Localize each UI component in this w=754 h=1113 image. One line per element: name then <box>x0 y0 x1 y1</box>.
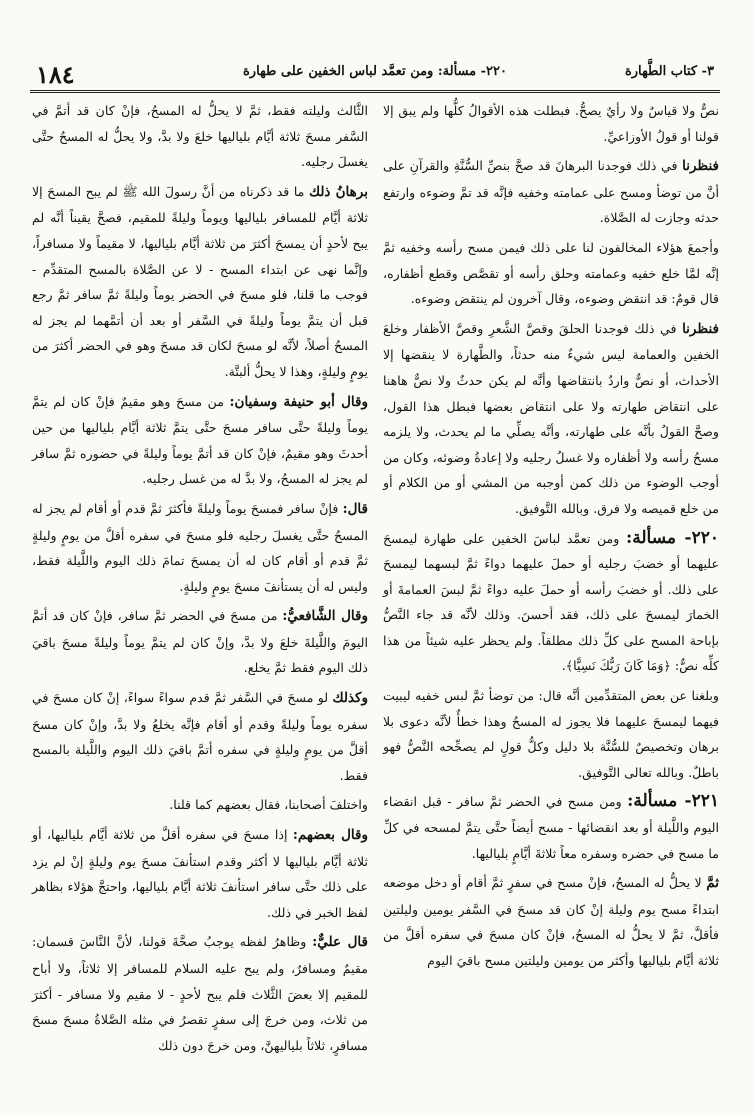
paragraph-text: ومن تعمَّد لباسَ الخفين على طهارة ليمسحَ عليهما أو خضبَ رجليه أو حملَ عليهما دواءً ثمَّ لبسهما ليمسحَ على ذلك. أو خضبَ رأسه أو حملَ عليه دواءً ثمَّ لبسَ العمامةَ أو الخمارَ ليمسحَ على ذلك، فقد أحسنَ. وذلك لأنَّه قد جاء النَّصُّ بإباحة المسح على كلِّ ذلك مطلقاً. ولم يحظر عليه شيئاً من هذا كلِّه نصٌّ: ﴿وَمَا كَانَ رَبُّكَ نَسِيًّا﴾. <box>383 530 719 674</box>
paragraph <box>383 98 719 149</box>
paragraph <box>32 603 368 681</box>
paragraph <box>32 389 368 492</box>
paragraph <box>383 526 719 680</box>
paragraph-text: ومن مسح في الحضر ثمَّ سافر - قبل انقضاء اليوم واللَّيلة أو بعد انقضائها - مسح أيضاً حتَّى يتمَّ لمسحه في كلِّ ما مسح في حضره وسفره معاً ثلاثةَ أيَّامٍ بلياليها. <box>383 794 719 861</box>
paragraph-text: في ذلك فوجدنا الحلقَ وقصَّ الشَّعرِ وقصَّ الأظفار وخلعَ الخفين والعمامة ليس شيءٌ منه حدثاً، والطَّهارة لا ينقضها إلا الأحداث، أو نصٌّ واردٌ بانتقاضها وأنَّه لم يكن حدثٌ ولا نصٌّ هاهنا على انتقاض طهارته ولا على انتقاض بعضها فبطل هذا القول، وصحَّ القولُ بأنَّه على طهارته، وأنَّه يصلِّي ما لم يحدث، ولا يلزمه مسحُ رأسه ولا أظفاره ولا غسلُ رجليه ولا إعادةُ وضوئه، وكان من أوجب الوضوء من ذلك كمن أوجبه من المشي أو من الكلام أو من خلع قميصه ولا فرق. وبالله التَّوفيق. <box>383 320 719 516</box>
paragraph <box>32 792 368 818</box>
paragraph-lead: فنظرنا <box>682 320 719 337</box>
paragraph-text: الثَّالث وليلته فقط، ثمَّ لا يحلُّ له المسحُ، فإنْ كان قد أتمَّ في السَّفر مسحَ ثلاثة أيَّام بلياليها خلعَ ولا بدَّ، ولا يحلُّ له المسحُ حتَّى يغسلَ رجليه. <box>32 103 368 170</box>
paragraph-text: في ذلك فوجدنا البرهانَ قد صحَّ بنصِّ السُّنَّةِ والقرآنِ على أنَّ من توضأ ومسح على عمامته وخفيه فإنَّه قد تمَّ وضوءه وارتفع حدثه وجازت له الصَّلاة. <box>383 158 719 226</box>
paragraph-text: نصٌّ ولا قياسٌ ولا رأيٌ يصحُّ. فبطلت هذه الأقوالُ كلُّها ولم يبق إلا قولنا أو قولُ الأوزاعيِّ. <box>383 103 719 144</box>
paragraph-text: من مسحَ وهو مقيمٌ فإنْ كان لم يتمَّ يوماً وليلةً حتَّى سافر مسحَ حتَّى يتمَّ ثلاثة أيَّام بلياليها من حين أحدثَ وهو مقيمٌ، فإنْ كان قد أتمَّ يوماً وليلةً في حضوره ثمَّ سافر لم يجز له المسحُ، ولا بدَّ له من غسل رجليه. <box>32 393 368 487</box>
paragraph-lead: وقال بعضهم: <box>292 827 368 844</box>
paragraph-lead: ثمَّ <box>706 875 719 892</box>
paragraph-text: فإنْ سافر فمسحَ يوماً وليلةً فأكثرَ ثمَّ قدم أو أقام لم يجز له المسحُ حتَّى يغسلَ رجليه فلو مسحَ في سفره أقلَّ من يومٍ وليلةٍ ثمَّ قدم أو أقام كان له أن يمسحَ تمامَ ذلك اليوم واللَّيلة فقط، وليس له أن يستأنفَ مسحَ يومٍ وليلةٍ. <box>32 500 368 594</box>
paragraph-text: لو مسحَ في السَّفر ثمَّ قدم سواءً سواءً، إنْ كان مسحَ في سفره يوماً وليلةً وقدم أو أقام فإنَّه يخلعُ ولا بدَّ، وإنْ كان مسحَ أقلَّ من يومٍ وليلةٍ في سفره أتمَّ باقيَ ذلك اليوم واللَّيلة بالمسح فقط. <box>32 690 368 783</box>
paragraph-text: ما قد ذكرناه من أنَّ رسولَ الله ﷺ لم يبح المسحَ إلا ثلاثة أيَّام للمسافر بلياليها ويوماً وليلةً للمقيم، فصحَّ يقيناً أنَّه لم يبح لأحدٍ أن يمسحَ أكثرَ من ثلاثة أيَّام بلياليها، لا مقيماً ولا مسافراً، وإنَّما نهى عن ابتداء المسح - لا عن الصَّلاة بالمسح المتقدِّم - فوجب ما قلنا، فلو مسحَ في الحضر يوماً وليلةً ثمَّ سافر ثمَّ رجع قبل أن يتمَّ يوماً وليلةً في السَّفر أو بعد أن أتمَّهما لم يجز له المسحُ أصلاً، لأنَّه لو مسحَ لكان قد مسحَ وهو في الحضر أكثرَ من يومٍ وليلةٍ، وهذا لا يحلُّ ألبتَّة. <box>32 183 368 379</box>
paragraph-lead: قال: <box>342 500 368 517</box>
paragraph-text: من مسحَ في الحضر ثمَّ سافر، فإنْ كان قد أتمَّ اليومَ واللَّيلةَ خلعَ ولا بدَّ، وإنْ كان لم يتمَّ يوماً وليلةً مسحَ باقيَ ذلك اليوم فقط ثمَّ يخلع. <box>32 608 368 676</box>
paragraph <box>383 683 719 785</box>
paragraph-lead: ٢٢٠- مسألة: <box>625 527 719 548</box>
paragraph <box>32 685 368 788</box>
chapter-title: ٣- كتاب الطَّهارة <box>624 64 714 79</box>
paragraph-lead: فنظرنا <box>682 158 719 175</box>
page-header <box>30 58 720 94</box>
paragraph <box>32 822 368 925</box>
paragraph <box>32 179 368 385</box>
paragraph-lead: ٢٢١- مسألة: <box>627 791 719 812</box>
paragraph-lead: وقال أبو حنيفة وسفيان: <box>229 393 368 410</box>
paragraph-lead: برهانُ ذلك <box>308 183 368 200</box>
paragraph-lead: وقال الشَّافعيُّ: <box>282 608 368 625</box>
paragraph-text: وأجمعَ هؤلاء المخالفون لنا على ذلك فيمن مسح رأسه وخفيه ثمَّ إنَّه لمَّا خلع خفيه وعمامته وحلق رأسه أو تقصَّص وقطع أظفاره، قال قومٌ: قد انتقض وضوءه، وقال آخرون لم ينتقض وضوءه. <box>383 239 719 307</box>
running-title: ٢٢٠- مسألة: ومن تعمَّد لباس الخفين على طهارة <box>242 64 507 79</box>
paragraph <box>383 235 719 312</box>
paragraph <box>32 929 368 1058</box>
page-number: ١٨٤ <box>36 60 75 89</box>
paragraph <box>32 98 368 175</box>
paragraph-lead: قال عليٌّ: <box>312 934 368 951</box>
left-column <box>32 98 368 1062</box>
paragraph <box>383 789 719 866</box>
paragraph-text: وبلغنا عن بعض المتقدِّمين أنَّه قال: من توضأ ثمَّ لبس خفيه ليبيت فيهما ليمسحَ عليهما فلا يجوز له المسحُ وهذا خطأٌ لأنَّه دعوى بلا برهان وتخصيصٌ للسُّنَّة بلا دليل وكلُّ قولٍ لم يصحِّحه النَّصُّ فهو باطلٌ. وبالله تعالى التَّوفيق. <box>383 688 719 780</box>
header-rule <box>30 90 720 93</box>
paragraph <box>32 496 368 599</box>
paragraph-text: لا يحلُّ له المسحُ، فإنْ مسح في سفرٍ ثمَّ أقام أو دخل موضعه ابتداءً مسح يوم وليلة إنْ كان قد مسحَ في السَّفر يومين وليلتين فأقلَّ، ثمَّ لا يحلُّ له المسحُ، فإنْ كان مسحَ في سفره أقلَّ من ثلاثة أيَّام بلياليها وأكثر من يومين وليلتين مسح باقيَ اليوم <box>383 875 719 968</box>
paragraph-text: وظاهرُ لفظه يوجبُ صحَّةَ قولنا، لأنَّ النَّاسَ قسمان: مقيمٌ ومسافرٌ، ولم يبح عليه السلام للمسافر إلا ثلاثاً، ولا أباح للمقيم إلا بعضَ الثَّلاث فلم يبح لأحدٍ - لا مقيم ولا مسافر - أكثرَ من ثلاث، ومن خرجَ إلى سفرٍ تقصرُ في مثله الصَّلاةُ مسحَ مسحَ مسافرٍ، ثلاثاً بلياليهنَّ، ومن خرجَ دون ذلك <box>32 934 368 1053</box>
paragraph-text: إذا مسحَ في سفره أقلَّ من ثلاثة أيَّام بلياليها، أو ثلاثة أيَّام بلياليها لا أكثر وقدم استأنفَ مسحَ يوم وليلةٍ إنْ لم يزد على ذلك حتَّى سافر استأنفَ ثلاثة أيَّام بلياليها، واحتجَّ هؤلاء بظاهر لفظ الخبر في ذلك. <box>32 827 368 920</box>
paragraph <box>383 153 719 231</box>
paragraph-lead: وكذلك <box>332 690 368 707</box>
paragraph <box>383 870 719 973</box>
paragraph <box>383 316 719 522</box>
paragraph-text: واختلفَ أصحابنا، فقال بعضهم كما قلنا. <box>169 797 368 813</box>
right-column <box>383 98 719 978</box>
